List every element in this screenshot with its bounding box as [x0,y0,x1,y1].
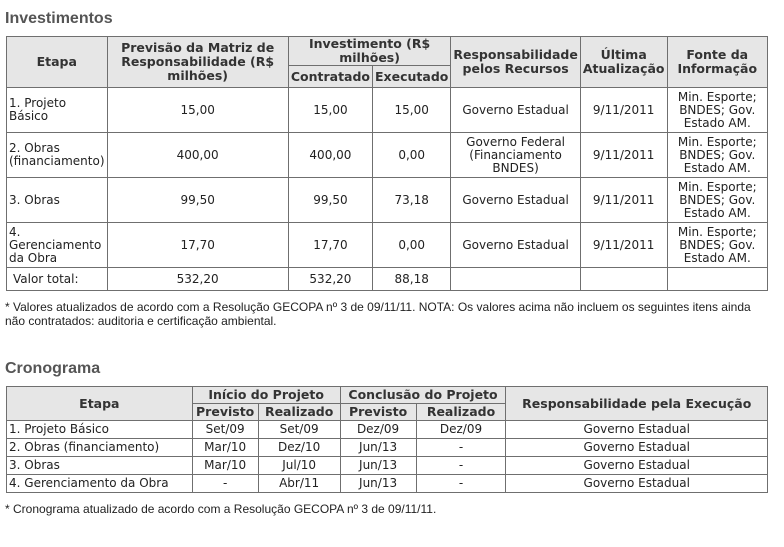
cell-responsabilidade: Governo Estadual [506,421,768,439]
header-inicio-realizado: Realizado [258,404,340,421]
cell-inicio-previsto: Mar/10 [192,439,258,457]
header-conclusao: Conclusão do Projeto [340,387,506,404]
header-etapa: Etapa [7,387,193,421]
cell-contratado: 99,50 [288,178,372,223]
cell-inicio-previsto: Set/09 [192,421,258,439]
header-inicio: Início do Projeto [192,387,340,404]
header-investimento: Investimento (R$ milhões) [288,37,451,66]
cell-conclusao-realizado: - [416,439,506,457]
section-title-investimentos: Investimentos [5,10,113,27]
cell-conclusao-realizado: Dez/09 [416,421,506,439]
cell-fonte: Min. Esporte; BNDES; Gov. Estado AM. [667,88,767,133]
cell-executado: 15,00 [373,88,451,133]
header-conclusao-previsto: Previsto [340,404,416,421]
header-ultima-atualizacao: Última Atualização [580,37,667,88]
cell-contratado: 17,70 [288,223,372,268]
cell-conclusao-realizado: - [416,457,506,475]
header-fonte: Fonte da Informação [667,37,767,88]
investimentos-table [6,36,768,291]
cell-etapa: 3. Obras [7,178,108,223]
cell-fonte: Min. Esporte; BNDES; Gov. Estado AM. [667,133,767,178]
cell-previsao: 17,70 [107,223,288,268]
table-row [7,178,768,223]
cell-responsabilidade: Governo Estadual [451,88,580,133]
header-inicio-previsto: Previsto [192,404,258,421]
cell-etapa: 2. Obras (financiamento) [7,439,193,457]
header-responsabilidade: Responsabilidade pelos Recursos [451,37,580,88]
table-row [7,457,768,475]
cell-responsabilidade: Governo Estadual [451,223,580,268]
cell-responsabilidade: Governo Estadual [506,439,768,457]
header-executado: Executado [373,66,451,88]
section-title-cronograma: Cronograma [5,360,101,377]
cell-etapa: 2. Obras (financiamento) [7,133,108,178]
cell-etapa: 4. Gerenciamento da Obra [7,223,108,268]
investimentos-note: * Valores atualizados de acordo com a Resolução GECOPA nº 3 de 09/11/11. NOTA: Os valores acima não incluem os seguintes itens ainda não contratados: auditoria e certificação ambiental. [5,300,751,328]
table-row [7,439,768,457]
cell-conclusao-previsto: Jun/13 [340,457,416,475]
table-row [7,223,768,268]
total-executado: 88,18 [373,268,451,291]
table-row [7,88,768,133]
cell-previsao: 400,00 [107,133,288,178]
cell-etapa: 3. Obras [7,457,193,475]
cell-executado: 0,00 [373,223,451,268]
cell-inicio-realizado: Dez/10 [258,439,340,457]
cell-previsao: 15,00 [107,88,288,133]
cell-ultima-atualizacao: 9/11/2011 [580,88,667,133]
cronograma-note: * Cronograma atualizado de acordo com a Resolução GECOPA nº 3 de 09/11/11. [5,502,437,516]
cell-etapa: 1. Projeto Básico [7,421,193,439]
cell-fonte: Min. Esporte; BNDES; Gov. Estado AM. [667,223,767,268]
empty-cell [580,268,667,291]
header-previsao: Previsão da Matriz de Responsabilidade (R$ milhões) [107,37,288,88]
cell-fonte: Min. Esporte; BNDES; Gov. Estado AM. [667,178,767,223]
cell-conclusao-previsto: Dez/09 [340,421,416,439]
empty-cell [667,268,767,291]
cell-executado: 0,00 [373,133,451,178]
total-contratado: 532,20 [288,268,372,291]
cell-inicio-realizado: Jul/10 [258,457,340,475]
cell-etapa: 1. Projeto Básico [7,88,108,133]
cell-etapa: 4. Gerenciamento da Obra [7,475,193,493]
cell-responsabilidade: Governo Federal (Financiamento BNDES) [451,133,580,178]
table-row [7,133,768,178]
cell-executado: 73,18 [373,178,451,223]
cell-contratado: 15,00 [288,88,372,133]
cell-responsabilidade: Governo Estadual [506,457,768,475]
header-conclusao-realizado: Realizado [416,404,506,421]
cell-responsabilidade: Governo Estadual [451,178,580,223]
cell-inicio-realizado: Set/09 [258,421,340,439]
cell-ultima-atualizacao: 9/11/2011 [580,223,667,268]
header-contratado: Contratado [288,66,372,88]
table-row [7,475,768,493]
cell-inicio-realizado: Abr/11 [258,475,340,493]
cell-previsao: 99,50 [107,178,288,223]
cell-conclusao-previsto: Jun/13 [340,475,416,493]
cell-inicio-previsto: Mar/10 [192,457,258,475]
cell-inicio-previsto: - [192,475,258,493]
empty-cell [451,268,580,291]
total-row [7,268,768,291]
total-previsao: 532,20 [107,268,288,291]
cell-conclusao-previsto: Jun/13 [340,439,416,457]
header-responsabilidade-execucao: Responsabilidade pela Execução [506,387,768,421]
cell-responsabilidade: Governo Estadual [506,475,768,493]
cronograma-table [6,386,768,493]
table-row [7,421,768,439]
cell-contratado: 400,00 [288,133,372,178]
cell-conclusao-realizado: - [416,475,506,493]
total-label: Valor total: [7,268,108,291]
header-etapa: Etapa [7,37,108,88]
cell-ultima-atualizacao: 9/11/2011 [580,178,667,223]
cell-ultima-atualizacao: 9/11/2011 [580,133,667,178]
